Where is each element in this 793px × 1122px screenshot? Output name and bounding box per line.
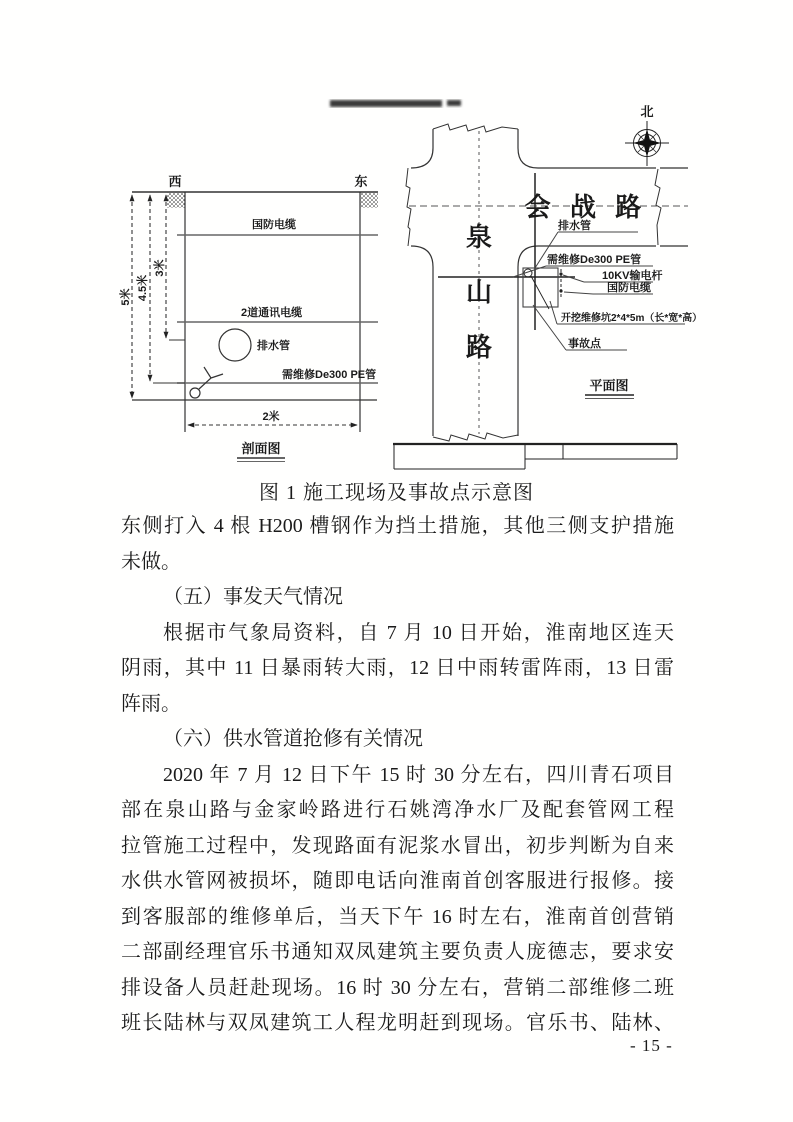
accident-point-label: 事故点 xyxy=(568,338,601,350)
body-line: 2020 年 7 月 12 日下午 15 时 30 分左右，四川青石项目 xyxy=(163,763,674,786)
dim-4-5m-label: 4.5米 xyxy=(137,274,149,302)
plan-defense-cable-label: 国防电缆 xyxy=(607,282,651,294)
body-line: 根据市气象局资料，自 7 月 10 日开始，淮南地区连天 xyxy=(163,621,674,644)
road-huizhan-label: 会 战 路 xyxy=(524,192,648,222)
plan-drain-pipe-label: 排水管 xyxy=(558,220,591,232)
body-line: 阵雨。 xyxy=(121,692,181,715)
body-line: 部在泉山路与金家岭路进行石姚湾净水厂及配套管网工程 xyxy=(121,799,674,821)
body-line: 未做。 xyxy=(121,550,181,573)
section-view xyxy=(132,192,378,462)
page-number: - 15 - xyxy=(630,1036,673,1055)
plan-pe-pipe-label: 需维修De300 PE管 xyxy=(547,254,642,266)
repair-pit-rect xyxy=(523,268,558,307)
road-quanshan-char-2: 山 xyxy=(465,277,493,307)
site-schematic-svg xyxy=(105,85,705,480)
body-line: （六）供水管道抢修有关情况 xyxy=(163,728,423,750)
section-drain-pipe-label: 排水管 xyxy=(257,340,290,352)
section-defense-cable-label: 国防电缆 xyxy=(252,219,296,231)
body-line: 东侧打入 4 根 H200 槽钢作为挡土措施，其他三侧支护措施 xyxy=(121,515,674,537)
body-line: 排设备人员赶赴现场。16 时 30 分左右，营销二部维修二班 xyxy=(121,976,674,999)
body-text xyxy=(121,509,674,1042)
dim-5m-label: 5米 xyxy=(120,288,132,306)
title-block-strip xyxy=(393,444,677,469)
section-pe-pipe-label: 需维修De300 PE管 xyxy=(282,369,377,381)
section-west-label: 西 xyxy=(168,174,182,189)
dim-2m-label: 2米 xyxy=(262,411,280,423)
section-comm-cable-label: 2道通讯电缆 xyxy=(241,307,303,319)
plan-view-title: 平面图 xyxy=(589,378,629,393)
body-line: 阴雨，其中 11 日暴雨转大雨，12 日中雨转雷阵雨，13 日雷 xyxy=(121,657,674,679)
body-line: （五）事发天气情况 xyxy=(163,586,343,608)
section-east-label: 东 xyxy=(354,174,368,189)
body-line: 二部副经理官乐书通知双凤建筑主要负责人庞德志，要求安 xyxy=(121,941,674,963)
repair-pit-label: 开挖维修坑2*4*5m（长*宽*高） xyxy=(561,313,703,324)
redacted-title-smudge xyxy=(330,100,461,107)
plan-power-pole-label: 10KV输电杆 xyxy=(602,270,663,282)
figure-caption: 图 1 施工现场及事故点示意图 xyxy=(259,482,534,504)
road-quanshan-char-1: 泉 xyxy=(465,222,493,252)
dim-3m-label: 3米 xyxy=(154,259,166,277)
north-label: 北 xyxy=(640,104,654,119)
body-line: 到客服部的维修单后，当天下午 16 时左右，淮南首创营销 xyxy=(121,905,674,928)
body-line: 班长陆林与双凤建筑工人程龙明赶到现场。官乐书、陆林、 xyxy=(121,1012,674,1034)
north-compass xyxy=(625,121,669,166)
figure-1-diagram xyxy=(105,85,705,480)
drain-pipe-circle xyxy=(219,329,251,361)
body-line: 拉管施工过程中，发现路面有泥浆水冒出，初步判断为自来 xyxy=(121,834,674,857)
body-line: 水供水管网被损坏，随即电话向淮南首创客服进行报修。接 xyxy=(121,870,674,892)
road-quanshan-char-3: 路 xyxy=(465,332,493,362)
section-view-title: 剖面图 xyxy=(241,441,281,456)
